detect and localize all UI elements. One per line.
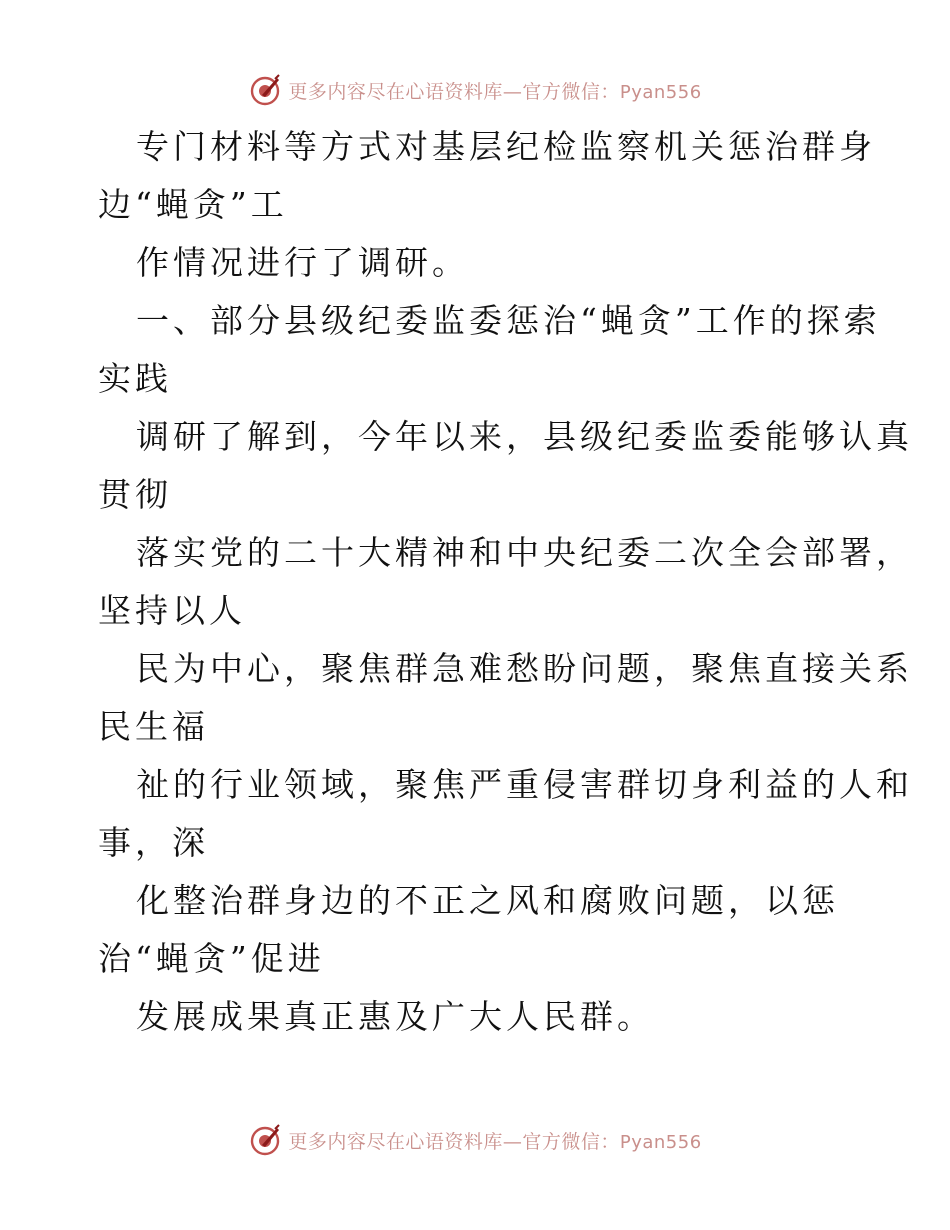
watermark-site-text: 更多内容尽在心语资料库 [288, 1130, 503, 1153]
text-line: 专门材料等方式对基层纪检监察机关惩治群身 [136, 127, 876, 166]
text-line: 边“蝇贪”工 [98, 185, 288, 224]
footer-watermark [0, 1120, 950, 1160]
text-line: 事，深 [98, 823, 209, 862]
header-watermark [0, 70, 950, 110]
document-body [98, 118, 913, 1046]
text-line: 作情况进行了调研。 [136, 243, 469, 282]
text-line: 民生福 [98, 707, 209, 746]
text-line: 民为中心，聚焦群急难愁盼问题，聚焦直接关系 [136, 649, 913, 688]
text-line: 发展成果真正惠及广大人民群。 [136, 997, 654, 1036]
watermark-wechat-label: 官方微信： [522, 80, 620, 103]
watermark-wechat-id: Pyan556 [619, 81, 702, 103]
text-line: 实践 [98, 359, 172, 398]
watermark-wechat-label: 官方微信： [522, 1130, 620, 1153]
watermark-site-text: 更多内容尽在心语资料库 [288, 80, 503, 103]
watermark-separator: — [502, 80, 523, 103]
quill-pen-logo-icon [248, 1123, 282, 1157]
watermark-text [288, 1127, 701, 1154]
text-line: 化整治群身边的不正之风和腐败问题，以惩 [136, 881, 839, 920]
text-line: 祉的行业领域，聚焦严重侵害群切身利益的人和 [136, 765, 913, 804]
text-line: 调研了解到，今年以来，县级纪委监委能够认真 [136, 417, 913, 456]
text-line: 坚持以人 [98, 591, 246, 630]
watermark-separator: — [502, 1130, 523, 1153]
quill-pen-logo-icon [248, 73, 282, 107]
watermark-text [288, 77, 701, 104]
text-line: 贯彻 [98, 475, 172, 514]
watermark-wechat-id: Pyan556 [619, 1131, 702, 1153]
text-line: 治“蝇贪”促进 [98, 939, 325, 978]
text-line: 一、部分县级纪委监委惩治“蝇贪”工作的探索 [136, 301, 881, 340]
text-line: 落实党的二十大精神和中央纪委二次全会部署， [136, 533, 913, 572]
